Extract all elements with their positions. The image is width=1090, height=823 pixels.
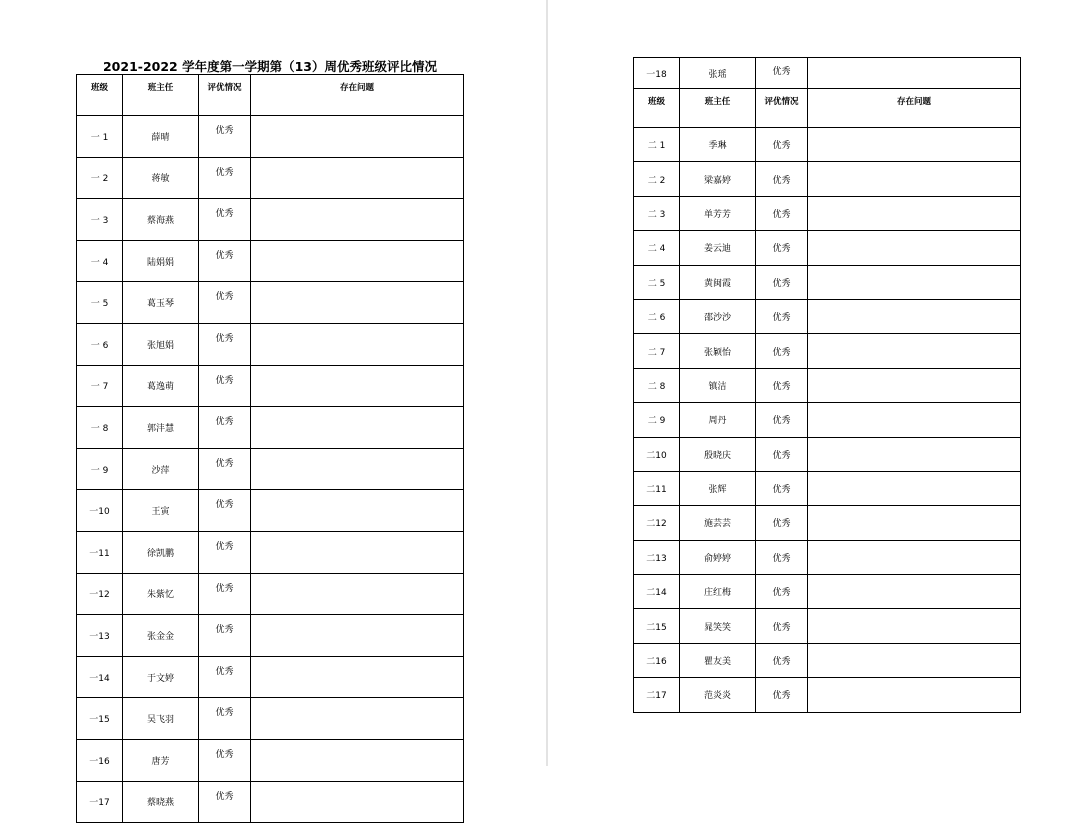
issues-cell bbox=[251, 490, 464, 532]
rating-cell: 优秀 bbox=[756, 58, 808, 89]
teacher-cell: 沙萍 bbox=[123, 448, 199, 490]
teacher-cell: 薛晴 bbox=[123, 116, 199, 158]
rating-cell: 优秀 bbox=[756, 231, 808, 265]
table-row bbox=[634, 334, 1021, 368]
table-row bbox=[634, 575, 1021, 609]
teacher-cell: 郭沣慧 bbox=[123, 407, 199, 449]
class-cell: 一 1 bbox=[77, 116, 123, 158]
teacher-cell: 季琳 bbox=[680, 128, 756, 162]
class-cell: 二17 bbox=[634, 678, 680, 712]
rating-cell: 优秀 bbox=[199, 531, 251, 573]
table-row bbox=[634, 162, 1021, 196]
class-cell: 一 3 bbox=[77, 199, 123, 241]
table-row bbox=[634, 403, 1021, 437]
class-cell: 二14 bbox=[634, 575, 680, 609]
issues-cell bbox=[808, 609, 1021, 643]
teacher-cell: 葛玉琴 bbox=[123, 282, 199, 324]
rating-cell: 优秀 bbox=[199, 199, 251, 241]
teacher-cell: 镇洁 bbox=[680, 368, 756, 402]
rating-cell: 优秀 bbox=[199, 698, 251, 740]
class-cell: 一15 bbox=[77, 698, 123, 740]
table-row bbox=[77, 157, 464, 199]
issues-cell bbox=[808, 575, 1021, 609]
issues-cell bbox=[251, 739, 464, 781]
issues-cell bbox=[808, 196, 1021, 230]
class-cell: 二 3 bbox=[634, 196, 680, 230]
issues-cell bbox=[808, 368, 1021, 402]
issues-cell bbox=[251, 531, 464, 573]
class-cell: 一 9 bbox=[77, 448, 123, 490]
rating-cell: 优秀 bbox=[756, 643, 808, 677]
table-row bbox=[77, 116, 464, 158]
teacher-cell: 陆娟娟 bbox=[123, 240, 199, 282]
rating-cell: 优秀 bbox=[199, 615, 251, 657]
teacher-cell: 晁笑笑 bbox=[680, 609, 756, 643]
issues-cell bbox=[808, 506, 1021, 540]
issues-cell bbox=[808, 643, 1021, 677]
rating-cell: 优秀 bbox=[756, 575, 808, 609]
table-row bbox=[77, 282, 464, 324]
rating-cell: 优秀 bbox=[199, 157, 251, 199]
class-cell: 一17 bbox=[77, 781, 123, 823]
table-header-row bbox=[77, 75, 464, 116]
rating-table-left bbox=[76, 74, 464, 823]
teacher-cell: 张颖怡 bbox=[680, 334, 756, 368]
table-row bbox=[77, 365, 464, 407]
issues-cell bbox=[251, 365, 464, 407]
class-cell: 一 7 bbox=[77, 365, 123, 407]
table-row bbox=[77, 448, 464, 490]
rating-cell: 优秀 bbox=[199, 323, 251, 365]
teacher-cell: 姜云迪 bbox=[680, 231, 756, 265]
rating-cell: 优秀 bbox=[756, 265, 808, 299]
table-row bbox=[634, 540, 1021, 574]
class-cell: 一11 bbox=[77, 531, 123, 573]
rating-cell: 优秀 bbox=[756, 196, 808, 230]
header-class: 班级 bbox=[634, 89, 680, 128]
rating-cell: 优秀 bbox=[756, 162, 808, 196]
table-row bbox=[634, 437, 1021, 471]
class-cell: 二 6 bbox=[634, 299, 680, 333]
rating-cell: 优秀 bbox=[756, 368, 808, 402]
teacher-cell: 周丹 bbox=[680, 403, 756, 437]
rating-cell: 优秀 bbox=[199, 365, 251, 407]
teacher-cell: 于文婷 bbox=[123, 656, 199, 698]
issues-cell bbox=[808, 334, 1021, 368]
rating-cell: 优秀 bbox=[199, 739, 251, 781]
rating-cell: 优秀 bbox=[756, 506, 808, 540]
table-row bbox=[77, 698, 464, 740]
document-title: 2021-2022 学年度第一学期第（13）周优秀班级评比情况 bbox=[102, 59, 438, 74]
issues-cell bbox=[251, 698, 464, 740]
table-row bbox=[634, 506, 1021, 540]
teacher-cell: 蔡晓燕 bbox=[123, 781, 199, 823]
issues-cell bbox=[808, 678, 1021, 712]
table-row bbox=[77, 781, 464, 823]
teacher-cell: 施芸芸 bbox=[680, 506, 756, 540]
class-cell: 一18 bbox=[634, 58, 680, 89]
issues-cell bbox=[251, 323, 464, 365]
class-cell: 二 7 bbox=[634, 334, 680, 368]
header-class: 班级 bbox=[77, 75, 123, 116]
teacher-cell: 单芳芳 bbox=[680, 196, 756, 230]
class-cell: 一 2 bbox=[77, 157, 123, 199]
class-cell: 一 6 bbox=[77, 323, 123, 365]
class-cell: 一14 bbox=[77, 656, 123, 698]
class-cell: 二 2 bbox=[634, 162, 680, 196]
table-row bbox=[77, 573, 464, 615]
issues-cell bbox=[251, 282, 464, 324]
issues-cell bbox=[251, 615, 464, 657]
table-row bbox=[634, 643, 1021, 677]
teacher-cell: 张金金 bbox=[123, 615, 199, 657]
table-row bbox=[77, 739, 464, 781]
rating-cell: 优秀 bbox=[199, 490, 251, 532]
rating-cell: 优秀 bbox=[199, 240, 251, 282]
teacher-cell: 梁嘉婷 bbox=[680, 162, 756, 196]
teacher-cell: 黄闽霞 bbox=[680, 265, 756, 299]
class-cell: 二16 bbox=[634, 643, 680, 677]
class-cell: 一16 bbox=[77, 739, 123, 781]
issues-cell bbox=[808, 471, 1021, 505]
rating-cell: 优秀 bbox=[756, 609, 808, 643]
teacher-cell: 葛逸萌 bbox=[123, 365, 199, 407]
issues-cell bbox=[808, 540, 1021, 574]
issues-cell bbox=[251, 448, 464, 490]
issues-cell bbox=[808, 128, 1021, 162]
teacher-cell: 朱紫忆 bbox=[123, 573, 199, 615]
class-cell: 一 4 bbox=[77, 240, 123, 282]
teacher-cell: 张旭娟 bbox=[123, 323, 199, 365]
table-row bbox=[634, 299, 1021, 333]
issues-cell bbox=[808, 265, 1021, 299]
rating-cell: 优秀 bbox=[756, 128, 808, 162]
rating-cell: 优秀 bbox=[199, 656, 251, 698]
issues-cell bbox=[808, 231, 1021, 265]
teacher-cell: 范炎炎 bbox=[680, 678, 756, 712]
teacher-cell: 徐凯鹏 bbox=[123, 531, 199, 573]
class-cell: 二11 bbox=[634, 471, 680, 505]
issues-cell bbox=[808, 58, 1021, 89]
class-cell: 二12 bbox=[634, 506, 680, 540]
teacher-cell: 唐芳 bbox=[123, 739, 199, 781]
class-cell: 一12 bbox=[77, 573, 123, 615]
rating-cell: 优秀 bbox=[199, 407, 251, 449]
class-cell: 二15 bbox=[634, 609, 680, 643]
class-cell: 一 5 bbox=[77, 282, 123, 324]
class-cell: 二 5 bbox=[634, 265, 680, 299]
rating-cell: 优秀 bbox=[199, 282, 251, 324]
header-issues: 存在问题 bbox=[251, 75, 464, 116]
table-row bbox=[634, 609, 1021, 643]
teacher-cell: 蔡海燕 bbox=[123, 199, 199, 241]
header-teacher: 班主任 bbox=[123, 75, 199, 116]
class-cell: 二 8 bbox=[634, 368, 680, 402]
issues-cell bbox=[808, 299, 1021, 333]
issues-cell bbox=[251, 157, 464, 199]
issues-cell bbox=[251, 240, 464, 282]
table-row bbox=[77, 323, 464, 365]
teacher-cell: 王寅 bbox=[123, 490, 199, 532]
rating-cell: 优秀 bbox=[199, 448, 251, 490]
table-row bbox=[634, 678, 1021, 712]
rating-cell: 优秀 bbox=[756, 678, 808, 712]
table-row bbox=[634, 471, 1021, 505]
class-cell: 二 9 bbox=[634, 403, 680, 437]
rating-cell: 优秀 bbox=[756, 540, 808, 574]
issues-cell bbox=[808, 403, 1021, 437]
teacher-cell: 吴飞羽 bbox=[123, 698, 199, 740]
table-row bbox=[77, 199, 464, 241]
issues-cell bbox=[808, 437, 1021, 471]
rating-cell: 优秀 bbox=[199, 116, 251, 158]
table-row bbox=[77, 407, 464, 449]
table-row bbox=[77, 240, 464, 282]
teacher-cell: 张辉 bbox=[680, 471, 756, 505]
teacher-cell: 殷晓庆 bbox=[680, 437, 756, 471]
table-row bbox=[77, 490, 464, 532]
teacher-cell: 邵沙沙 bbox=[680, 299, 756, 333]
class-cell: 二 4 bbox=[634, 231, 680, 265]
table-row bbox=[77, 531, 464, 573]
header-rating: 评优情况 bbox=[199, 75, 251, 116]
issues-cell bbox=[251, 407, 464, 449]
issues-cell bbox=[251, 573, 464, 615]
rating-cell: 优秀 bbox=[756, 471, 808, 505]
class-cell: 一10 bbox=[77, 490, 123, 532]
table-row bbox=[77, 656, 464, 698]
issues-cell bbox=[251, 656, 464, 698]
teacher-cell: 瞿友美 bbox=[680, 643, 756, 677]
rating-cell: 优秀 bbox=[199, 781, 251, 823]
issues-cell bbox=[251, 116, 464, 158]
table-row bbox=[634, 128, 1021, 162]
rating-cell: 优秀 bbox=[199, 573, 251, 615]
class-cell: 一 8 bbox=[77, 407, 123, 449]
rating-cell: 优秀 bbox=[756, 437, 808, 471]
issues-cell bbox=[251, 199, 464, 241]
class-cell: 二 1 bbox=[634, 128, 680, 162]
table-row bbox=[77, 615, 464, 657]
table-row bbox=[634, 265, 1021, 299]
header-teacher: 班主任 bbox=[680, 89, 756, 128]
issues-cell bbox=[251, 781, 464, 823]
rating-table-right bbox=[633, 57, 1021, 713]
class-cell: 二13 bbox=[634, 540, 680, 574]
teacher-cell: 庄红梅 bbox=[680, 575, 756, 609]
rating-cell: 优秀 bbox=[756, 299, 808, 333]
rating-cell: 优秀 bbox=[756, 403, 808, 437]
teacher-cell: 张瑶 bbox=[680, 58, 756, 89]
class-cell: 二10 bbox=[634, 437, 680, 471]
teacher-cell: 俞婷婷 bbox=[680, 540, 756, 574]
table-header-row bbox=[634, 89, 1021, 128]
table-row bbox=[634, 231, 1021, 265]
teacher-cell: 蒋敏 bbox=[123, 157, 199, 199]
issues-cell bbox=[808, 162, 1021, 196]
table-row bbox=[634, 58, 1021, 89]
header-issues: 存在问题 bbox=[808, 89, 1021, 128]
class-cell: 一13 bbox=[77, 615, 123, 657]
header-rating: 评优情况 bbox=[756, 89, 808, 128]
table-row bbox=[634, 368, 1021, 402]
rating-cell: 优秀 bbox=[756, 334, 808, 368]
table-row bbox=[634, 196, 1021, 230]
